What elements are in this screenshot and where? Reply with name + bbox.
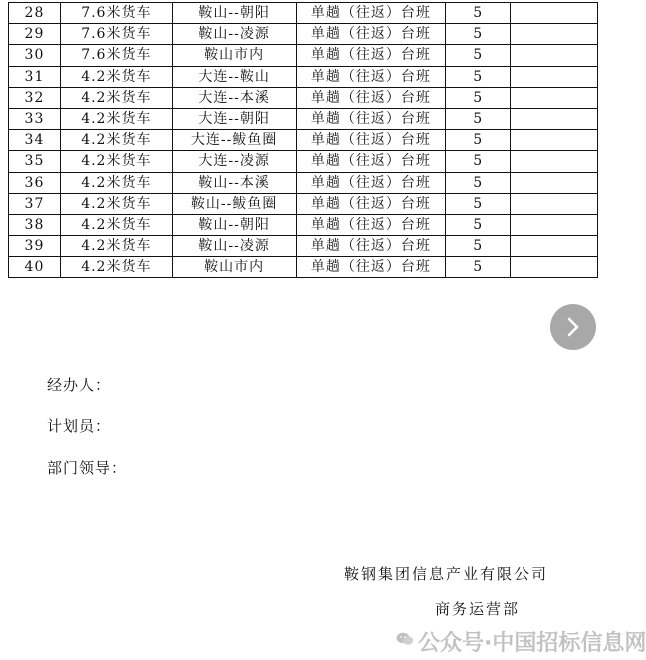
quantity-cell: 5 bbox=[446, 45, 511, 66]
department-name: 商务运营部 bbox=[435, 600, 521, 618]
vehicle-type-cell: 7.6米货车 bbox=[60, 45, 172, 66]
route-cell: 鞍山--凌源 bbox=[172, 236, 296, 257]
row-number-cell: 37 bbox=[9, 193, 61, 214]
quantity-cell: 5 bbox=[446, 87, 511, 108]
service-type-cell: 单趟（往返）台班 bbox=[296, 193, 446, 214]
route-cell: 鞍山--朝阳 bbox=[172, 3, 296, 24]
route-cell: 大连--鞍山 bbox=[172, 66, 296, 87]
quantity-cell: 5 bbox=[446, 24, 511, 45]
route-cell: 鞍山--本溪 bbox=[172, 172, 296, 193]
row-number-cell: 34 bbox=[9, 130, 61, 151]
table-body bbox=[9, 3, 598, 278]
service-type-cell: 单趟（往返）台班 bbox=[296, 214, 446, 235]
vehicle-type-cell: 4.2米货车 bbox=[60, 214, 172, 235]
row-number-cell: 28 bbox=[9, 3, 61, 24]
service-type-cell: 单趟（往返）台班 bbox=[296, 236, 446, 257]
service-type-cell: 单趟（往返）台班 bbox=[296, 3, 446, 24]
blank-cell bbox=[511, 193, 598, 214]
vehicle-type-cell: 4.2米货车 bbox=[60, 172, 172, 193]
quantity-cell: 5 bbox=[446, 151, 511, 172]
service-type-cell: 单趟（往返）台班 bbox=[296, 257, 446, 278]
table-row bbox=[9, 24, 598, 45]
row-number-cell: 31 bbox=[9, 66, 61, 87]
quantity-cell: 5 bbox=[446, 108, 511, 129]
table-row bbox=[9, 108, 598, 129]
table-row bbox=[9, 193, 598, 214]
route-cell: 鞍山市内 bbox=[172, 257, 296, 278]
blank-cell bbox=[511, 24, 598, 45]
route-cell: 大连--鲅鱼圈 bbox=[172, 130, 296, 151]
table-row bbox=[9, 130, 598, 151]
row-number-cell: 36 bbox=[9, 172, 61, 193]
vehicle-type-cell: 4.2米货车 bbox=[60, 87, 172, 108]
service-type-cell: 单趟（往返）台班 bbox=[296, 24, 446, 45]
route-cell: 鞍山--凌源 bbox=[172, 24, 296, 45]
vehicle-type-cell: 7.6米货车 bbox=[60, 3, 172, 24]
row-number-cell: 32 bbox=[9, 87, 61, 108]
route-cell: 鞍山--朝阳 bbox=[172, 214, 296, 235]
quantity-cell: 5 bbox=[446, 3, 511, 24]
route-cell: 大连--朝阳 bbox=[172, 108, 296, 129]
row-number-cell: 35 bbox=[9, 151, 61, 172]
service-type-cell: 单趟（往返）台班 bbox=[296, 45, 446, 66]
table-row bbox=[9, 87, 598, 108]
row-number-cell: 29 bbox=[9, 24, 61, 45]
quantity-cell: 5 bbox=[446, 130, 511, 151]
watermark-text: 公众号·中国招标信息网 bbox=[418, 631, 646, 656]
quantity-cell: 5 bbox=[446, 236, 511, 257]
blank-cell bbox=[511, 151, 598, 172]
vehicle-type-cell: 4.2米货车 bbox=[60, 257, 172, 278]
quantity-cell: 5 bbox=[446, 193, 511, 214]
vehicle-type-cell: 4.2米货车 bbox=[60, 130, 172, 151]
table-row bbox=[9, 257, 598, 278]
blank-cell bbox=[511, 236, 598, 257]
row-number-cell: 33 bbox=[9, 108, 61, 129]
table-row bbox=[9, 66, 598, 87]
wechat-icon bbox=[396, 632, 414, 646]
blank-cell bbox=[511, 172, 598, 193]
service-type-cell: 单趟（往返）台班 bbox=[296, 172, 446, 193]
next-page-button[interactable] bbox=[550, 304, 596, 350]
route-cell: 大连--本溪 bbox=[172, 87, 296, 108]
table-row bbox=[9, 151, 598, 172]
route-cell: 鞍山市内 bbox=[172, 45, 296, 66]
vehicle-type-cell: 4.2米货车 bbox=[60, 108, 172, 129]
service-type-cell: 单趟（往返）台班 bbox=[296, 87, 446, 108]
blank-cell bbox=[511, 45, 598, 66]
quantity-cell: 5 bbox=[446, 66, 511, 87]
table-row bbox=[9, 172, 598, 193]
blank-cell bbox=[511, 3, 598, 24]
vehicle-type-cell: 4.2米货车 bbox=[60, 236, 172, 257]
row-number-cell: 38 bbox=[9, 214, 61, 235]
vehicle-type-cell: 4.2米货车 bbox=[60, 151, 172, 172]
table-row bbox=[9, 236, 598, 257]
table-row bbox=[9, 45, 598, 66]
quantity-cell: 5 bbox=[446, 172, 511, 193]
blank-cell bbox=[511, 87, 598, 108]
blank-cell bbox=[511, 130, 598, 151]
vehicle-type-cell: 4.2米货车 bbox=[60, 66, 172, 87]
company-name: 鞍钢集团信息产业有限公司 bbox=[344, 565, 549, 583]
route-cell: 鞍山--鲅鱼圈 bbox=[172, 193, 296, 214]
service-type-cell: 单趟（往返）台班 bbox=[296, 108, 446, 129]
vehicle-type-cell: 4.2米货车 bbox=[60, 193, 172, 214]
table-row bbox=[9, 214, 598, 235]
quantity-cell: 5 bbox=[446, 257, 511, 278]
blank-cell bbox=[511, 257, 598, 278]
chevron-right-icon bbox=[562, 316, 584, 338]
row-number-cell: 30 bbox=[9, 45, 61, 66]
blank-cell bbox=[511, 108, 598, 129]
quantity-cell: 5 bbox=[446, 214, 511, 235]
table-row bbox=[9, 3, 598, 24]
planner-signature-label: 计划员： bbox=[47, 417, 112, 435]
dept-leader-signature-label: 部门领导： bbox=[47, 459, 128, 477]
vehicle-type-cell: 7.6米货车 bbox=[60, 24, 172, 45]
row-number-cell: 39 bbox=[9, 236, 61, 257]
row-number-cell: 40 bbox=[9, 257, 61, 278]
route-cell: 大连--凌源 bbox=[172, 151, 296, 172]
freight-rate-table bbox=[8, 2, 598, 278]
service-type-cell: 单趟（往返）台班 bbox=[296, 151, 446, 172]
service-type-cell: 单趟（往返）台班 bbox=[296, 66, 446, 87]
service-type-cell: 单趟（往返）台班 bbox=[296, 130, 446, 151]
handler-signature-label: 经办人： bbox=[47, 376, 112, 394]
blank-cell bbox=[511, 66, 598, 87]
watermark bbox=[392, 618, 646, 660]
blank-cell bbox=[511, 214, 598, 235]
